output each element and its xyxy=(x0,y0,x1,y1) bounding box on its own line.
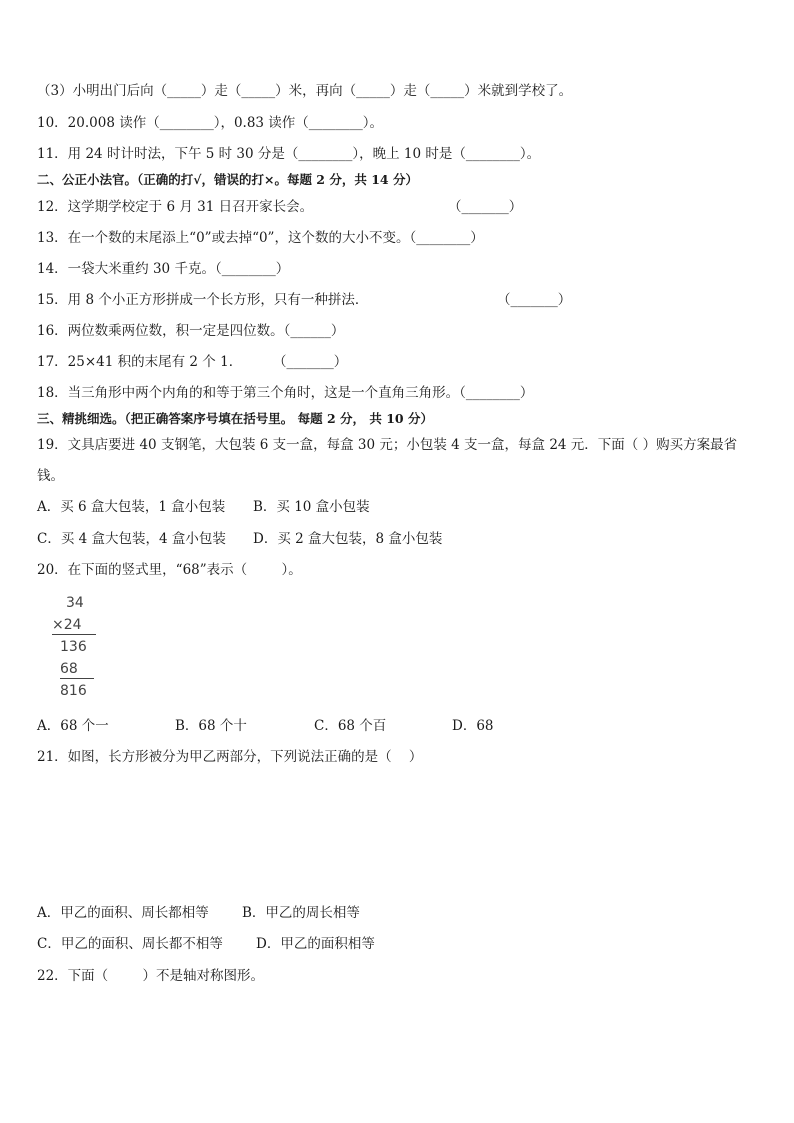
question-19: 19．文具店要进 40 支钢笔，大包装 6 支一盒，每盒 30 元；小包装 4 支一盒，每盒 24 元．下面（ ）购买方案最省钱。 xyxy=(37,437,738,484)
question-19-option-d: D．买 2 盒大包装，8 盒小包装 xyxy=(253,531,443,547)
question-19-option-a: A．买 6 盒大包装，1 盒小包装 xyxy=(37,499,226,515)
vertical-product: 816 xyxy=(60,683,87,699)
question-10: 10．20.008 读作（________），0.83 读作（________）。 xyxy=(37,115,384,131)
section-2-heading: 二、公正小法官。（正确的打√，错误的打×。每题 2 分，共 14 分） xyxy=(37,172,418,187)
vertical-partial-product-2: 68 xyxy=(60,661,78,677)
section-3-heading: 三、精挑细选。（把正确答案序号填在括号里。 每题 2 分， 共 10 分） xyxy=(37,411,433,426)
question-19-option-b: B．买 10 盒小包装 xyxy=(253,499,370,515)
question-11: 11．用 24 时计时法，下午 5 时 30 分是（________），晚上 10 时是（________）。 xyxy=(37,146,541,162)
question-15-answer-blank: （_______） xyxy=(497,292,572,308)
question-21-option-a: A．甲乙的面积、周长都相等 xyxy=(37,905,209,921)
question-19-option-c: C．买 4 盒大包装，4 盒小包装 xyxy=(37,531,226,547)
vertical-multiplicand: 34 xyxy=(66,595,84,611)
question-13: 13．在一个数的末尾添上“0”或去掉“0”，这个数的大小不变。（________） xyxy=(37,230,484,246)
question-20: 20．在下面的竖式里，“68”表示（ ）。 xyxy=(37,562,302,578)
question-21-option-c: C．甲乙的面积、周长都不相等 xyxy=(37,936,223,952)
question-14: 14．一袋大米重约 30 千克。（________） xyxy=(37,261,290,277)
question-21-option-b: B．甲乙的周长相等 xyxy=(242,905,360,921)
question-20-option-b: B．68 个十 xyxy=(175,718,247,734)
question-21: 21．如图，长方形被分为甲乙两部分，下列说法正确的是（ ） xyxy=(37,749,423,765)
question-9-3: （3）小明出门后向（_____）走（_____）米，再向（_____）走（_____）米就到学校了。 xyxy=(37,83,573,99)
question-17-answer-blank: （_______） xyxy=(273,354,348,370)
question-20-option-a: A．68 个一 xyxy=(37,718,109,734)
question-12-answer-blank: （_______） xyxy=(448,199,523,215)
question-20-option-c: C．68 个百 xyxy=(314,718,387,734)
vertical-rule-2 xyxy=(60,678,94,679)
question-16: 16．两位数乘两位数，积一定是四位数。（______） xyxy=(37,323,345,339)
question-20-option-d: D．68 xyxy=(452,718,494,734)
question-15: 15．用 8 个小正方形拼成一个长方形，只有一种拼法． xyxy=(37,292,369,308)
question-22: 22．下面（ ）不是轴对称图形。 xyxy=(37,968,265,984)
question-12: 12．这学期学校定于 6 月 31 日召开家长会。 xyxy=(37,199,314,215)
vertical-rule-1 xyxy=(52,634,96,635)
question-21-option-d: D．甲乙的面积相等 xyxy=(256,936,375,952)
vertical-partial-product-1: 136 xyxy=(60,639,87,655)
question-18: 18．当三角形中两个内角的和等于第三个角时，这是一个直角三角形。（________） xyxy=(37,385,534,401)
vertical-multiplier: ×24 xyxy=(52,617,82,633)
question-17: 17．25×41 积的末尾有 2 个 1． xyxy=(37,354,243,370)
vertical-multiplication xyxy=(52,595,112,705)
